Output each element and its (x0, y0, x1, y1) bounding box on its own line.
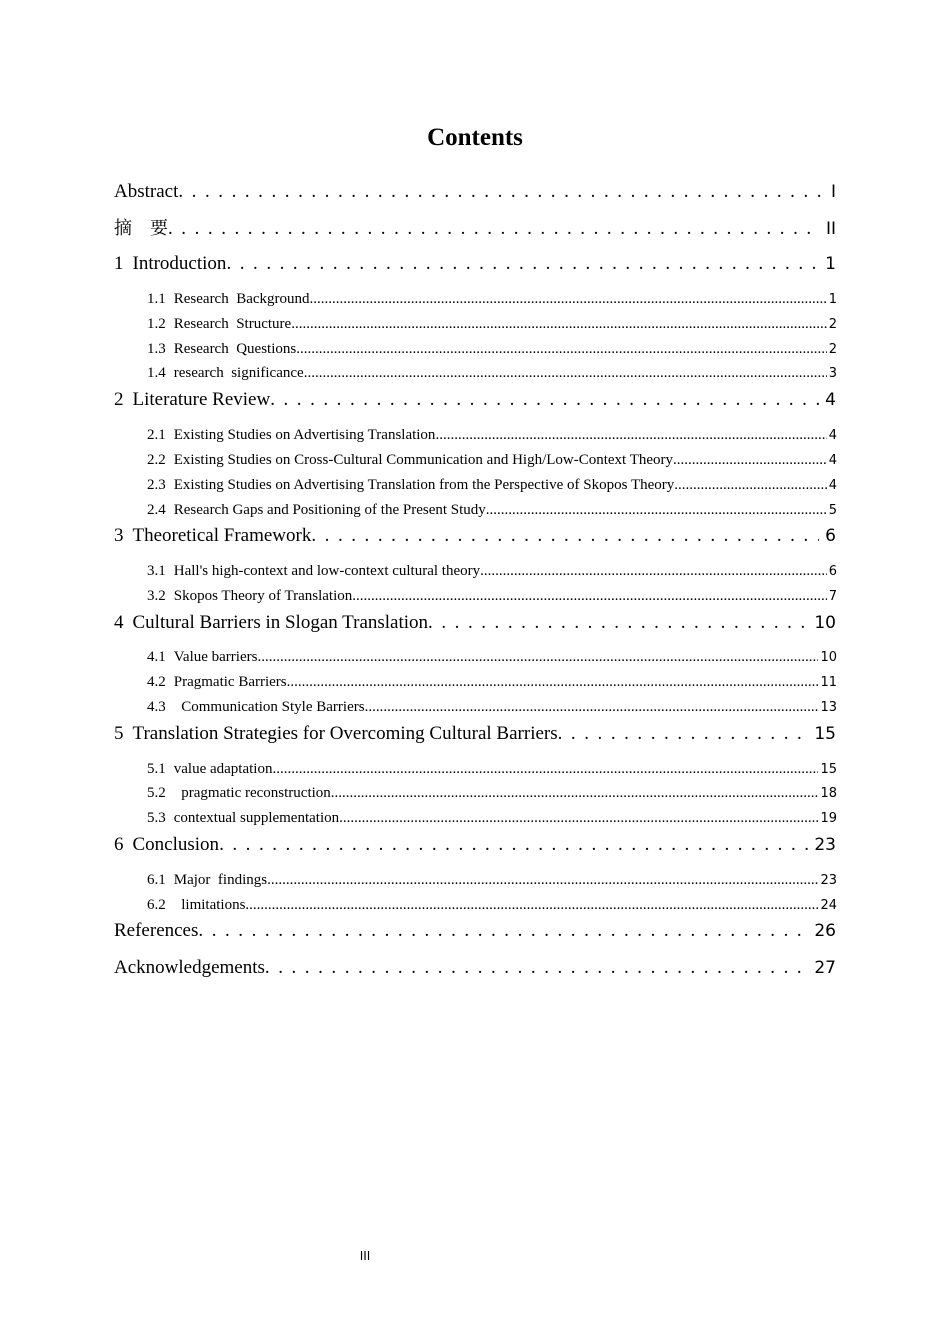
toc-entry-page: 7 (828, 589, 837, 604)
toc-entry-label: Research Gaps and Positioning of the Present Study (173, 502, 486, 518)
dot-leader (339, 808, 818, 828)
toc-entry-label: Theoretical Framework (132, 525, 312, 546)
toc-entry-label: Introduction (132, 253, 227, 274)
toc-entry-section-6-1[interactable] (147, 870, 837, 891)
dot-leader (296, 339, 827, 359)
toc-entry-section-5-2[interactable] (147, 783, 837, 804)
dot-leader (226, 252, 819, 276)
toc-entry-page: 4 (828, 453, 837, 468)
toc-entry-page: 5 (828, 503, 837, 518)
toc-entry-chapter-2[interactable] (114, 388, 836, 412)
dot-leader (486, 500, 827, 520)
toc-entry-section-1-2[interactable] (147, 314, 837, 335)
toc-entry-references[interactable] (114, 919, 836, 943)
toc-entry-label: 摘 要 (114, 218, 168, 239)
dot-leader (331, 783, 819, 803)
dot-leader (428, 611, 808, 635)
toc-entry-page: 3 (828, 366, 837, 381)
toc-entry-chapter-6[interactable] (114, 833, 836, 857)
toc-entry-chapter-1[interactable] (114, 252, 836, 276)
toc-entry-page: 11 (820, 675, 837, 690)
toc-entry-section-4-3[interactable] (147, 697, 837, 718)
toc-entry-section-5-1[interactable] (147, 759, 837, 780)
toc-entry-page: 10 (814, 613, 836, 633)
toc-entry-label: References (114, 920, 199, 941)
toc-entry-section-4-1[interactable] (147, 647, 837, 668)
toc-entry-label: Research Background (173, 291, 310, 307)
toc-entry-page: 23 (820, 873, 837, 888)
toc-entry-chapter-3[interactable] (114, 524, 836, 548)
toc-entry-page: 23 (814, 835, 836, 855)
toc-entry-number: 6.1 (147, 872, 166, 888)
toc-entry-number: 4.3 (147, 699, 166, 715)
dot-leader (304, 363, 827, 383)
dot-leader (198, 919, 808, 943)
toc-entry-label: Conclusion (132, 834, 220, 855)
toc-entry-number: 3 (114, 525, 124, 546)
toc-entry-number: 2.3 (147, 477, 166, 493)
toc-entry-page: 26 (814, 921, 836, 941)
toc-entry-page: 2 (828, 317, 837, 332)
toc-entry-number: 5.2 (147, 785, 166, 801)
toc-entry-number: 4.1 (147, 649, 166, 665)
toc-entry-number: 6.2 (147, 897, 166, 913)
toc-entry-page: 4 (828, 428, 837, 443)
toc-entry-label: value adaptation (173, 761, 273, 777)
toc-entry-label: Translation Strategies for Overcoming Cultural Barriers (132, 723, 558, 744)
toc-entry-label: research significance (173, 365, 304, 381)
toc-entry-section-3-1[interactable] (147, 561, 837, 582)
toc-entry-number: 2 (114, 389, 124, 410)
dot-leader (480, 561, 827, 581)
toc-entry-number: 5 (114, 723, 124, 744)
toc-entry-label: Research Structure (173, 316, 292, 332)
toc-entry-label: Communication Style Barriers (173, 699, 365, 715)
toc-entry-number: 2.1 (147, 427, 166, 443)
toc-entry-page: 15 (820, 762, 837, 777)
toc-entry-section-2-4[interactable] (147, 500, 837, 521)
toc-entry-label: limitations (173, 897, 246, 913)
toc-entry-number: 1 (114, 253, 124, 274)
toc-entry-label: Skopos Theory of Translation (173, 588, 353, 604)
dot-leader (265, 956, 808, 980)
dot-leader (310, 289, 827, 309)
dot-leader (257, 647, 818, 667)
toc-entry-label: Major findings (173, 872, 268, 888)
toc-entry-page: 24 (820, 898, 837, 913)
toc-entry-section-5-3[interactable] (147, 808, 837, 829)
toc-entry-number: 2.4 (147, 502, 166, 518)
dot-leader (272, 759, 818, 779)
toc-entry-acknowledgements[interactable] (114, 956, 836, 980)
toc-entry-number: 5.1 (147, 761, 166, 777)
toc-entry-page: 13 (820, 700, 837, 715)
toc-entry-page: 27 (814, 958, 836, 978)
toc-entry-number: 1.1 (147, 291, 166, 307)
toc-entry-page: 4 (825, 390, 836, 410)
dot-leader (270, 388, 819, 412)
toc-entry-label: Existing Studies on Advertising Translation (173, 427, 436, 443)
dot-leader (365, 697, 819, 717)
dot-leader (267, 870, 818, 890)
toc-entry-section-2-2[interactable] (147, 450, 837, 471)
toc-entry-page: 1 (825, 254, 836, 274)
dot-leader (178, 180, 825, 204)
toc-entry-label: pragmatic reconstruction (173, 785, 331, 801)
dot-leader (311, 524, 819, 548)
dot-leader (287, 672, 819, 692)
dot-leader (435, 425, 826, 445)
toc-entry-section-6-2[interactable] (147, 895, 837, 916)
toc-entry-section-2-3[interactable] (147, 475, 837, 496)
dot-leader (291, 314, 827, 334)
toc-entry-number: 5.3 (147, 810, 166, 826)
page-title: Contents (427, 124, 523, 151)
toc-entry-section-1-3[interactable] (147, 339, 837, 360)
toc-entry-page: 6 (825, 526, 836, 546)
toc-entry-chinese-abstract[interactable] (114, 217, 836, 241)
toc-entry-label: Existing Studies on Cross-Cultural Communication and High/Low-Context Theory (173, 452, 674, 468)
toc-entry-chapter-4[interactable] (114, 611, 836, 635)
toc-entry-page: 10 (820, 650, 837, 665)
toc-entry-section-1-1[interactable] (147, 289, 837, 310)
toc-entry-number: 4 (114, 612, 124, 633)
toc-entry-number: 3.1 (147, 563, 166, 579)
dot-leader (674, 475, 826, 495)
toc-entry-section-1-4[interactable] (147, 363, 837, 384)
toc-entry-page: 2 (828, 342, 837, 357)
toc-entry-page: I (830, 182, 836, 202)
dot-leader (673, 450, 827, 470)
toc-entry-number: 4.2 (147, 674, 166, 690)
toc-entry-page: 15 (814, 724, 836, 744)
toc-entry-label: Cultural Barriers in Slogan Translation (132, 612, 429, 633)
dot-leader (558, 722, 809, 746)
toc-entry-label: Abstract (114, 181, 179, 202)
toc-entry-page: II (825, 219, 836, 239)
page-number-footer: III (359, 1249, 371, 1263)
toc-entry-number: 2.2 (147, 452, 166, 468)
dot-leader (352, 586, 826, 606)
toc-entry-label: contextual supplementation (173, 810, 340, 826)
toc-entry-number: 1.3 (147, 341, 166, 357)
toc-entry-abstract[interactable] (114, 180, 836, 204)
toc-entry-label: Research Questions (173, 341, 297, 357)
toc-entry-label: Hall's high-context and low-context cultural theory (173, 563, 481, 579)
toc-entry-label: Existing Studies on Advertising Translation from the Perspective of Skopos Theory (173, 477, 675, 493)
dot-leader (219, 833, 808, 857)
dot-leader (245, 895, 818, 915)
toc-entry-number: 3.2 (147, 588, 166, 604)
dot-leader (168, 217, 820, 241)
toc-entry-number: 6 (114, 834, 124, 855)
toc-entry-page: 1 (828, 292, 837, 307)
toc-entry-page: 6 (828, 564, 837, 579)
toc-entry-number: 1.4 (147, 365, 166, 381)
toc-entry-section-4-2[interactable] (147, 672, 837, 693)
toc-entry-page: 19 (820, 811, 837, 826)
toc-entry-section-2-1[interactable] (147, 425, 837, 446)
toc-entry-page: 18 (820, 786, 837, 801)
toc-entry-section-3-2[interactable] (147, 586, 837, 607)
toc-entry-page: 4 (828, 478, 837, 493)
toc-entry-label: Acknowledgements (114, 957, 265, 978)
toc-entry-chapter-5[interactable] (114, 722, 836, 746)
toc-entry-label: Pragmatic Barriers (173, 674, 287, 690)
toc-entry-label: Value barriers (173, 649, 258, 665)
toc-entry-label: Literature Review (132, 389, 271, 410)
toc-entry-number: 1.2 (147, 316, 166, 332)
